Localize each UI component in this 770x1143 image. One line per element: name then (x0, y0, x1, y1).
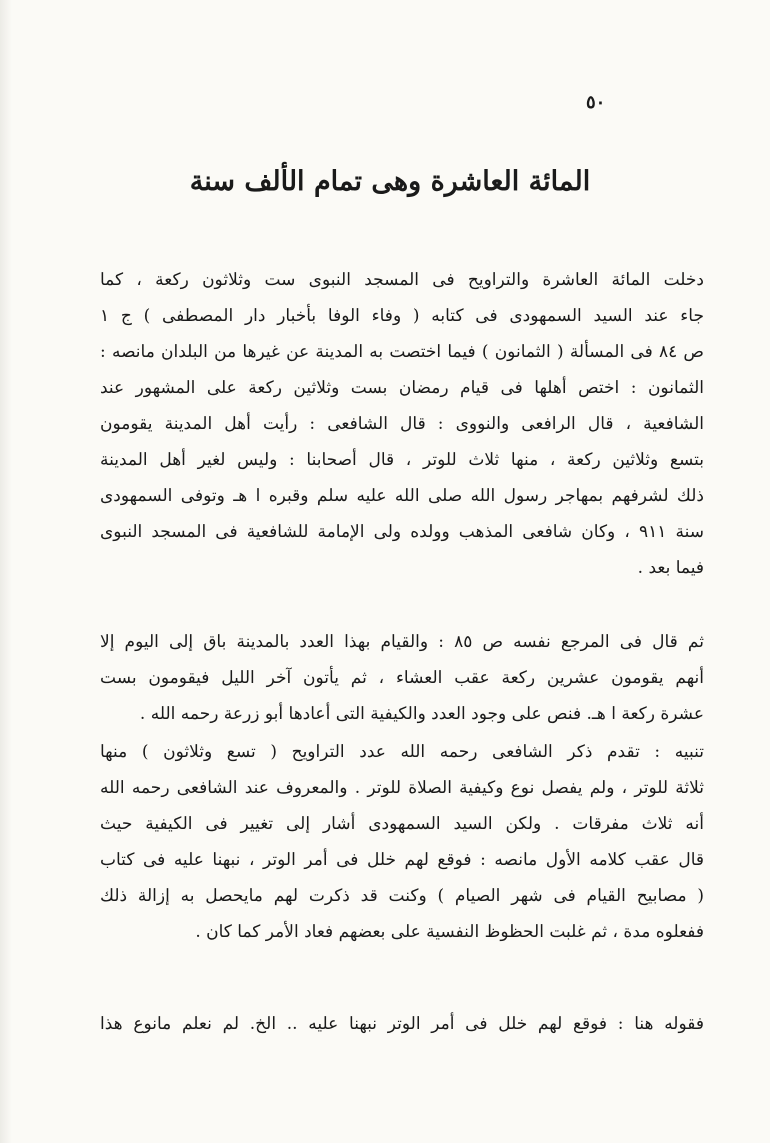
page-edge-shadow (0, 0, 12, 1143)
paragraph-4 (100, 1006, 704, 1042)
text-line: تنبيه : تقدم ذكر الشافعى رحمه الله عدد التراويح ( تسع وثلاثون ) منها (100, 742, 704, 762)
paragraph-2 (100, 624, 704, 732)
chapter-title: المائة العاشرة وهى تمام الألف سنة (189, 166, 591, 197)
text-line: دخلت المائة العاشرة والتراويح فى المسجد النبوى ست وثلاثون ركعة ، كما (100, 270, 704, 290)
text-line: بتسع وثلاثين ركعة ، منها ثلاث للوتر ، قال أصحابنا : وليس لغير أهل المدينة (100, 450, 704, 470)
text-line: قال عقب كلامه الأول مانصه : فوقع لهم خلل فى أمر الوتر ، نبهنا عليه فى كتاب (100, 850, 704, 870)
text-line: فقوله هنا : فوقع لهم خلل فى أمر الوتر نبهنا عليه .. الخ. لم نعلم مانوع هذا (100, 1014, 704, 1034)
text-line: ( مصابيح القيام فى شهر الصيام ) وكنت قد ذكرت لهم مايحصل به إزالة ذلك (100, 886, 704, 906)
text-line: ثم قال فى المرجع نفسه ص ٨٥ : والقيام بهذا العدد بالمدينة باق إلى اليوم إلا (100, 632, 704, 652)
text-line: ففعلوه مدة ، ثم غلبت الحظوظ النفسية على بعضهم فعاد الأمر كما كان . (195, 922, 704, 942)
text-line: عشرة ركعة ا هـ. فنص على وجود العدد والكيفية التى أعادها أبو زرعة رحمه الله . (139, 704, 704, 724)
text-line: الثمانون : اختص أهلها فى قيام رمضان بست وثلاثين ركعة على المشهور عند (100, 378, 704, 398)
text-line: فيما بعد . (637, 558, 704, 578)
text-line: أنه ثلاث مفرقات . ولكن السيد السمهودى أشار إلى تغيير فى الكيفية حيث (100, 814, 704, 834)
text-line: سنة ٩١١ ، وكان شافعى المذهب وولده ولى الإمامة للشافعية فى المسجد النبوى (100, 522, 704, 542)
text-line: أنهم يقومون عشرين ركعة عقب العشاء ، ثم يأتون آخر الليل فيقومون بست (100, 668, 704, 688)
text-line: جاء عند السيد السمهودى فى كتابه ( وفاء الوفا بأخبار دار المصطفى ) ج ١ (100, 306, 704, 326)
text-line: ذلك لشرفهم بمهاجر رسول الله صلى الله عليه سلم وقبره ا هـ وتوفى السمهودى (100, 486, 704, 506)
text-line: ص ٨٤ فى المسألة ( الثمانون ) فيما اختصت به المدينة عن غيرها من البلدان مانصه : (100, 342, 704, 362)
paragraph-3 (100, 734, 704, 950)
paragraph-1 (100, 262, 704, 586)
text-line: ثلاثة للوتر ، ولم يفصل نوع وكيفية الصلاة للوتر . والمعروف عند الشافعى رحمه الله (100, 778, 704, 798)
page-number: ٥٠ (586, 92, 606, 113)
text-line: الشافعية ، قال الرافعى والنووى : قال الشافعى : رأيت أهل المدينة يقومون (100, 414, 704, 434)
